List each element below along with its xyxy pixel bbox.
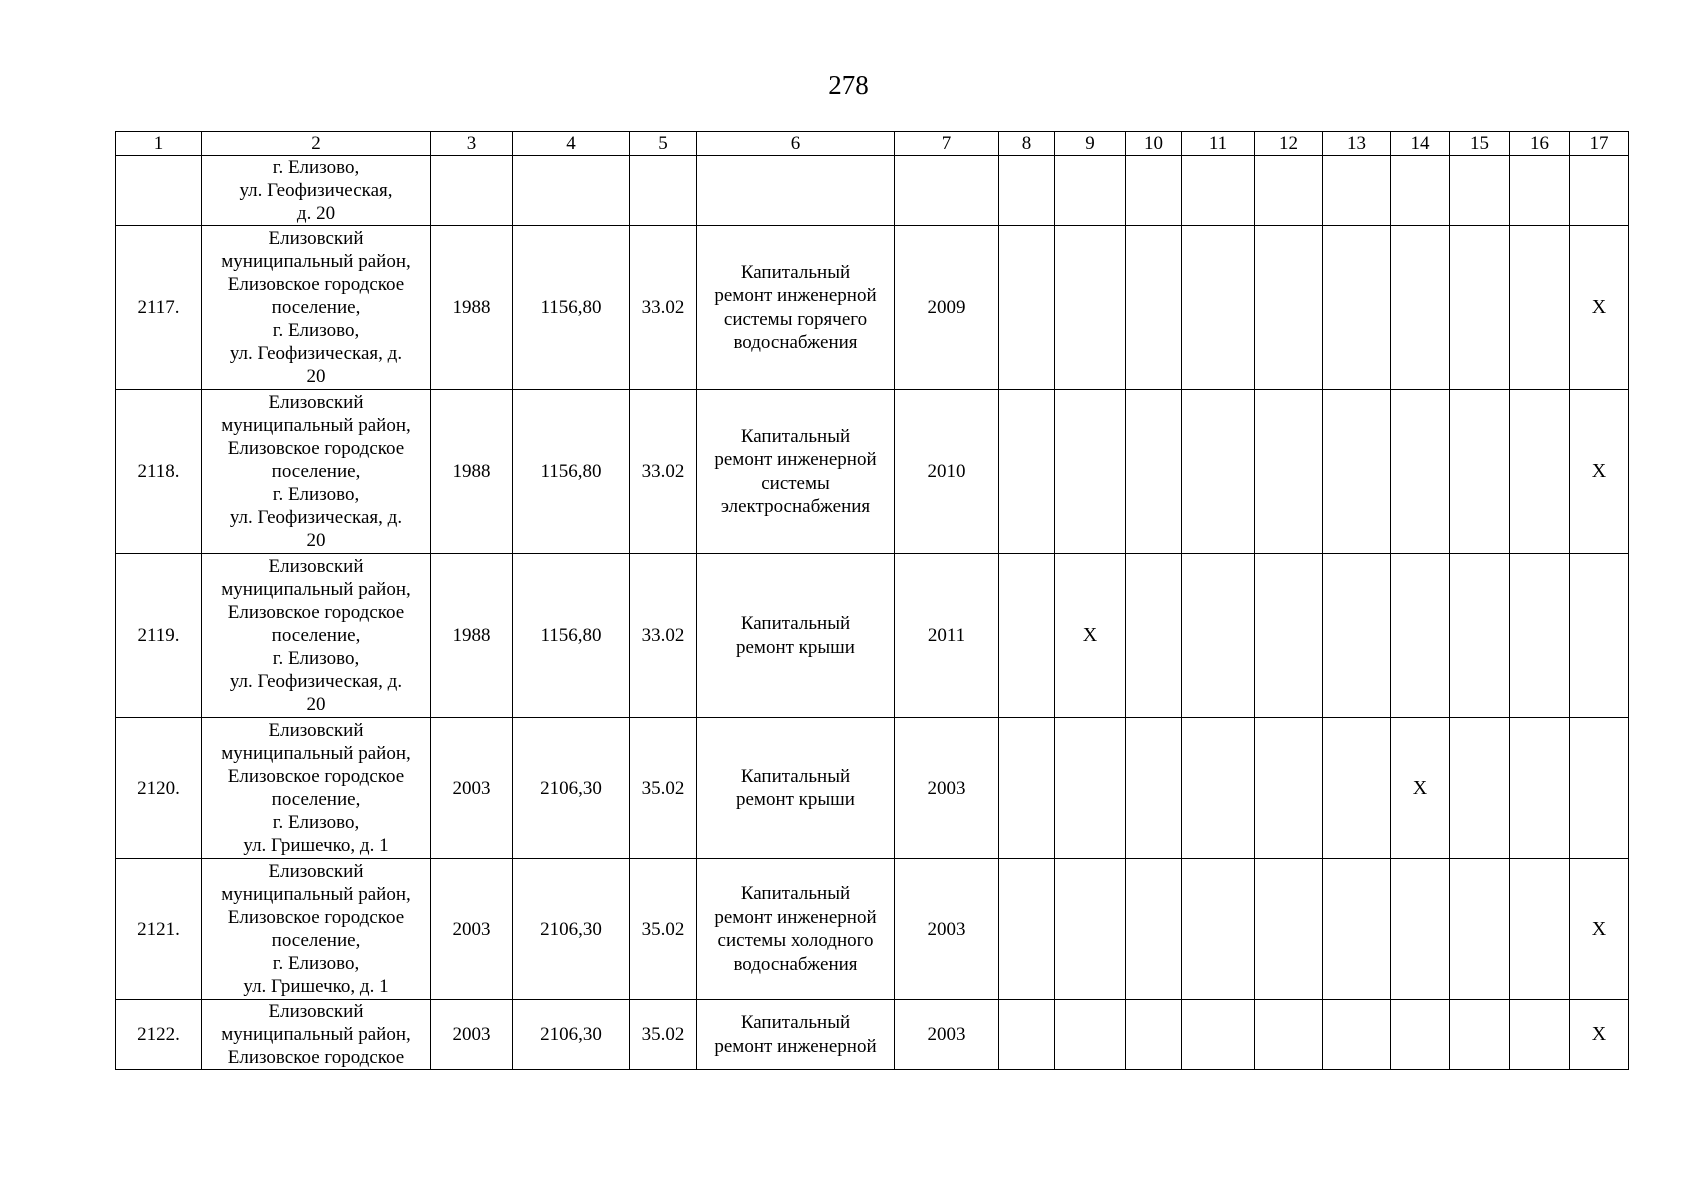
register-table [115, 131, 1629, 1070]
mark-cell [1255, 859, 1323, 1000]
work-year-cell: 2010 [895, 390, 999, 554]
mark-cell [1391, 1000, 1450, 1070]
mark-cell [1450, 718, 1510, 859]
work-type-cell: Капитальный ремонт инженерной системы горячего водоснабжения [697, 226, 895, 390]
address-cell: Елизовский муниципальный район, Елизовское городское поселение, г. Елизово, ул. Геофизическая, д. 20 [202, 226, 431, 390]
column-header: 16 [1510, 132, 1570, 156]
address-cell: Елизовский муниципальный район, Елизовское городское поселение, г. Елизово, ул. Геофизическая, д. 20 [202, 390, 431, 554]
mark-cell [1255, 226, 1323, 390]
table-row [116, 156, 1629, 226]
mark-cell: X [1570, 1000, 1629, 1070]
column-header: 5 [630, 132, 697, 156]
mark-cell [1510, 718, 1570, 859]
build-year-cell: 1988 [431, 390, 513, 554]
build-year-cell [431, 156, 513, 226]
mark-cell [1510, 1000, 1570, 1070]
column-header: 14 [1391, 132, 1450, 156]
row-number: 2120. [116, 718, 202, 859]
build-year-cell: 2003 [431, 718, 513, 859]
mark-cell [1391, 156, 1450, 226]
mark-cell [1255, 390, 1323, 554]
area-cell: 1156,80 [513, 554, 630, 718]
mark-cell [1182, 226, 1255, 390]
table-row [116, 226, 1629, 390]
mark-cell [1255, 1000, 1323, 1070]
area-cell: 2106,30 [513, 718, 630, 859]
mark-cell [1182, 718, 1255, 859]
row-number: 2121. [116, 859, 202, 1000]
mark-cell [1323, 718, 1391, 859]
mark-cell [1570, 156, 1629, 226]
row-number: 2122. [116, 1000, 202, 1070]
mark-cell [1323, 1000, 1391, 1070]
work-type-cell: Капитальный ремонт крыши [697, 718, 895, 859]
mark-cell [1055, 859, 1126, 1000]
build-year-cell: 1988 [431, 554, 513, 718]
work-type-cell: Капитальный ремонт инженерной системы электроснабжения [697, 390, 895, 554]
work-type-cell [697, 156, 895, 226]
work-type-cell: Капитальный ремонт инженерной системы холодного водоснабжения [697, 859, 895, 1000]
area-cell [513, 156, 630, 226]
code-cell: 33.02 [630, 554, 697, 718]
address-cell: Елизовский муниципальный район, Елизовское городское [202, 1000, 431, 1070]
table-row [116, 859, 1629, 1000]
row-number [116, 156, 202, 226]
mark-cell [1126, 390, 1182, 554]
area-cell: 2106,30 [513, 1000, 630, 1070]
mark-cell [1055, 390, 1126, 554]
row-number: 2117. [116, 226, 202, 390]
mark-cell [1450, 554, 1510, 718]
mark-cell [1055, 718, 1126, 859]
mark-cell [1510, 390, 1570, 554]
mark-cell [1391, 554, 1450, 718]
mark-cell [1323, 226, 1391, 390]
mark-cell [1391, 226, 1450, 390]
area-cell: 2106,30 [513, 859, 630, 1000]
address-cell: г. Елизово, ул. Геофизическая, д. 20 [202, 156, 431, 226]
column-header: 4 [513, 132, 630, 156]
mark-cell [1450, 859, 1510, 1000]
column-header: 12 [1255, 132, 1323, 156]
column-header: 6 [697, 132, 895, 156]
code-cell: 35.02 [630, 718, 697, 859]
address-cell: Елизовский муниципальный район, Елизовское городское поселение, г. Елизово, ул. Гришечко, д. 1 [202, 859, 431, 1000]
work-type-cell: Капитальный ремонт инженерной [697, 1000, 895, 1070]
mark-cell [1126, 226, 1182, 390]
mark-cell [999, 554, 1055, 718]
column-header: 7 [895, 132, 999, 156]
address-cell: Елизовский муниципальный район, Елизовское городское поселение, г. Елизово, ул. Гришечко, д. 1 [202, 718, 431, 859]
work-year-cell [895, 156, 999, 226]
row-number: 2118. [116, 390, 202, 554]
mark-cell [1510, 156, 1570, 226]
column-header: 11 [1182, 132, 1255, 156]
mark-cell: X [1391, 718, 1450, 859]
mark-cell [1255, 554, 1323, 718]
column-header: 10 [1126, 132, 1182, 156]
mark-cell [1255, 718, 1323, 859]
table-row [116, 1000, 1629, 1070]
column-header: 9 [1055, 132, 1126, 156]
build-year-cell: 1988 [431, 226, 513, 390]
mark-cell [1323, 156, 1391, 226]
mark-cell [1055, 226, 1126, 390]
code-cell: 35.02 [630, 1000, 697, 1070]
mark-cell: X [1570, 390, 1629, 554]
mark-cell [1182, 554, 1255, 718]
mark-cell [1510, 554, 1570, 718]
mark-cell [1450, 390, 1510, 554]
column-header: 15 [1450, 132, 1510, 156]
table-row [116, 390, 1629, 554]
page-number: 278 [828, 70, 869, 100]
work-type-cell: Капитальный ремонт крыши [697, 554, 895, 718]
mark-cell [1450, 226, 1510, 390]
area-cell: 1156,80 [513, 226, 630, 390]
build-year-cell: 2003 [431, 859, 513, 1000]
mark-cell [1126, 859, 1182, 1000]
column-header: 3 [431, 132, 513, 156]
mark-cell [1450, 1000, 1510, 1070]
mark-cell [1126, 554, 1182, 718]
work-year-cell: 2009 [895, 226, 999, 390]
table-row [116, 718, 1629, 859]
mark-cell [1391, 859, 1450, 1000]
column-header: 1 [116, 132, 202, 156]
mark-cell [1182, 156, 1255, 226]
column-header: 17 [1570, 132, 1629, 156]
mark-cell [1126, 1000, 1182, 1070]
header-row [116, 132, 1629, 156]
mark-cell: X [1570, 859, 1629, 1000]
mark-cell [999, 859, 1055, 1000]
mark-cell [1182, 390, 1255, 554]
mark-cell [999, 390, 1055, 554]
work-year-cell: 2003 [895, 718, 999, 859]
mark-cell [1570, 718, 1629, 859]
mark-cell: X [1570, 226, 1629, 390]
column-header: 13 [1323, 132, 1391, 156]
table-row [116, 554, 1629, 718]
mark-cell [1182, 1000, 1255, 1070]
work-year-cell: 2003 [895, 1000, 999, 1070]
column-header: 2 [202, 132, 431, 156]
address-cell: Елизовский муниципальный район, Елизовское городское поселение, г. Елизово, ул. Геофизическая, д. 20 [202, 554, 431, 718]
code-cell: 35.02 [630, 859, 697, 1000]
code-cell: 33.02 [630, 390, 697, 554]
code-cell: 33.02 [630, 226, 697, 390]
mark-cell [1255, 156, 1323, 226]
mark-cell [1126, 156, 1182, 226]
area-cell: 1156,80 [513, 390, 630, 554]
mark-cell [1510, 226, 1570, 390]
mark-cell [1323, 859, 1391, 1000]
mark-cell [1182, 859, 1255, 1000]
work-year-cell: 2011 [895, 554, 999, 718]
mark-cell [1126, 718, 1182, 859]
column-header: 8 [999, 132, 1055, 156]
mark-cell [999, 226, 1055, 390]
row-number: 2119. [116, 554, 202, 718]
build-year-cell: 2003 [431, 1000, 513, 1070]
mark-cell [1323, 554, 1391, 718]
mark-cell: X [1055, 554, 1126, 718]
work-year-cell: 2003 [895, 859, 999, 1000]
mark-cell [1323, 390, 1391, 554]
code-cell [630, 156, 697, 226]
mark-cell [999, 1000, 1055, 1070]
mark-cell [1055, 156, 1126, 226]
mark-cell [1391, 390, 1450, 554]
mark-cell [1055, 1000, 1126, 1070]
mark-cell [999, 718, 1055, 859]
mark-cell [999, 156, 1055, 226]
mark-cell [1450, 156, 1510, 226]
mark-cell [1570, 554, 1629, 718]
mark-cell [1510, 859, 1570, 1000]
